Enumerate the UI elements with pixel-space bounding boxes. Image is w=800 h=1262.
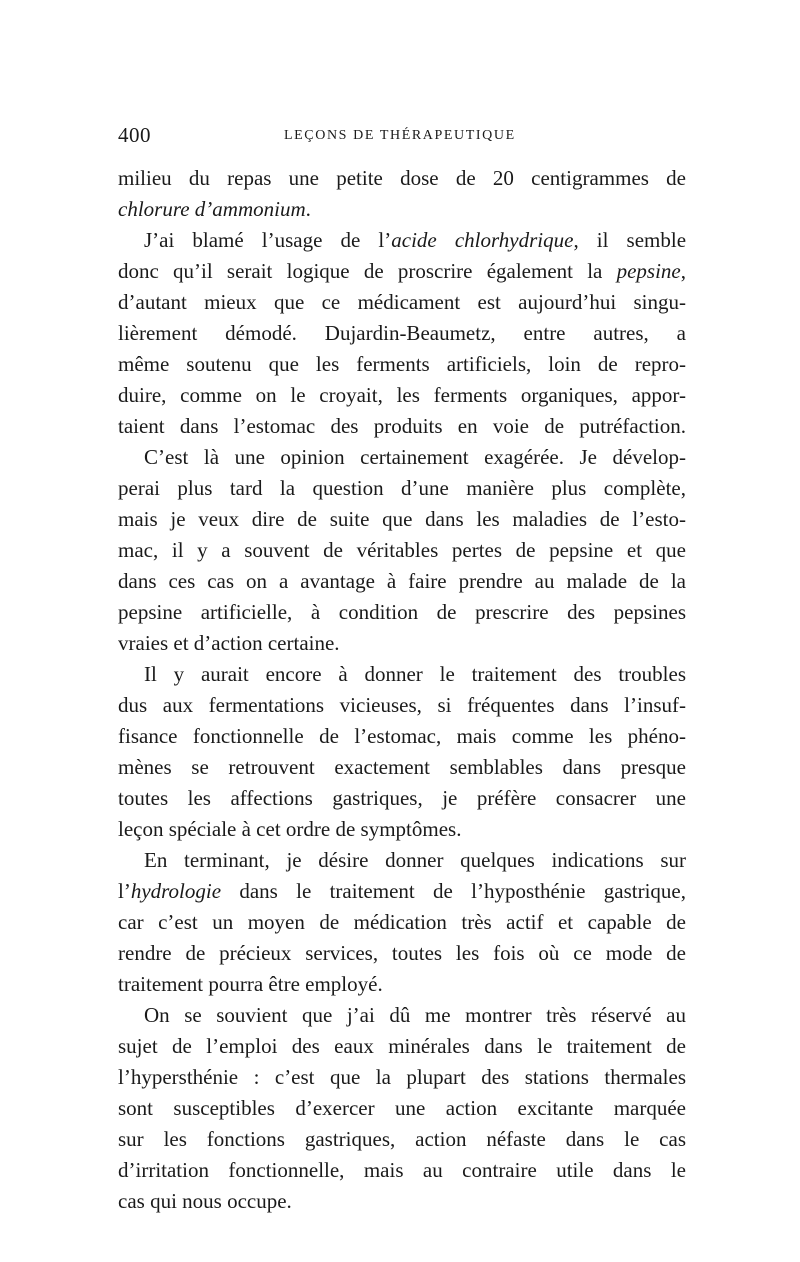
text-line: C’est là une opinion certainement exagérée. Je dévelop- bbox=[144, 445, 686, 469]
text-line: l’hypersthénie : c’est que la plupart des stations thermales bbox=[118, 1065, 686, 1089]
text-fragment: , il semble bbox=[573, 228, 686, 252]
text-line: Il y aurait encore à donner le traitement des troubles bbox=[144, 662, 686, 686]
italic-term: hydrologie bbox=[130, 879, 222, 903]
text-line: fisance fonctionnelle de l’estomac, mais comme les phéno- bbox=[118, 724, 686, 748]
text-line: lièrement démodé. Dujardin-Beaumetz, entre autres, a bbox=[118, 321, 686, 345]
text-line: perai plus tard la question d’une manière plus complète, bbox=[118, 476, 686, 500]
text-line bbox=[118, 225, 686, 256]
text-line bbox=[118, 256, 686, 287]
text-line: leçon spéciale à cet ordre de symptômes. bbox=[118, 817, 462, 841]
text-line: dus aux fermentations vicieuses, si fréquentes dans l’insuf- bbox=[118, 693, 686, 717]
text-line: dans ces cas on a avantage à faire prendre au malade de la bbox=[118, 569, 686, 593]
italic-term: chlorure d’ammonium bbox=[118, 197, 306, 221]
text-line: En terminant, je désire donner quelques indications sur bbox=[144, 848, 686, 872]
text-fragment: J’ai blamé l’usage de l’ bbox=[144, 228, 392, 252]
text-line: même soutenu que les ferments artificiels, loin de repro- bbox=[118, 352, 686, 376]
italic-term: pepsine bbox=[616, 259, 681, 283]
text-line: mac, il y a souvent de véritables pertes de pepsine et que bbox=[118, 538, 686, 562]
text-line: taient dans l’estomac des produits en voie de putréfaction. bbox=[118, 414, 686, 438]
text-line: sujet de l’emploi des eaux minérales dans le traitement de bbox=[118, 1034, 686, 1058]
text-line: car c’est un moyen de médication très actif et capable de bbox=[118, 910, 686, 934]
text-line bbox=[118, 876, 686, 907]
text-line: On se souvient que j’ai dû me montrer très réservé au bbox=[144, 1003, 686, 1027]
text-line: cas qui nous occupe. bbox=[118, 1189, 292, 1213]
text-fragment: donc qu’il serait logique de proscrire également la bbox=[118, 259, 617, 283]
text-line: duire, comme on le croyait, les ferments organiques, appor- bbox=[118, 383, 686, 407]
text-line bbox=[118, 194, 686, 225]
text-line: pepsine artificielle, à condition de prescrire des pepsines bbox=[118, 600, 686, 624]
text-fragment: . bbox=[305, 197, 311, 221]
text-line: rendre de précieux services, toutes les fois où ce mode de bbox=[118, 941, 686, 965]
text-line: traitement pourra être employé. bbox=[118, 972, 383, 996]
running-head: LEÇONS DE THÉRAPEUTIQUE bbox=[284, 128, 516, 143]
text-line: mais je veux dire de suite que dans les maladies de l’esto- bbox=[118, 507, 686, 531]
text-fragment: dans le traitement de l’hyposthénie gastrique, bbox=[221, 879, 686, 903]
text-line: toutes les affections gastriques, je préfère consacrer une bbox=[118, 786, 686, 810]
text-line: milieu du repas une petite dose de 20 centigrammes de bbox=[118, 166, 686, 190]
text-line: sont susceptibles d’exercer une action excitante marquée bbox=[118, 1096, 686, 1120]
text-line: vraies et d’action certaine. bbox=[118, 631, 340, 655]
text-line: d’irritation fonctionnelle, mais au contraire utile dans le bbox=[118, 1158, 686, 1182]
page-number: 400 bbox=[118, 123, 151, 147]
italic-term: acide chlorhydrique bbox=[391, 228, 574, 252]
text-line: mènes se retrouvent exactement semblables dans presque bbox=[118, 755, 686, 779]
page-header bbox=[118, 120, 686, 150]
text-line: sur les fonctions gastriques, action néfaste dans le cas bbox=[118, 1127, 686, 1151]
body-text bbox=[118, 163, 686, 1217]
text-line: d’autant mieux que ce médicament est aujourd’hui singu- bbox=[118, 290, 686, 314]
text-fragment: , bbox=[680, 259, 686, 283]
text-fragment: l’ bbox=[118, 879, 131, 903]
